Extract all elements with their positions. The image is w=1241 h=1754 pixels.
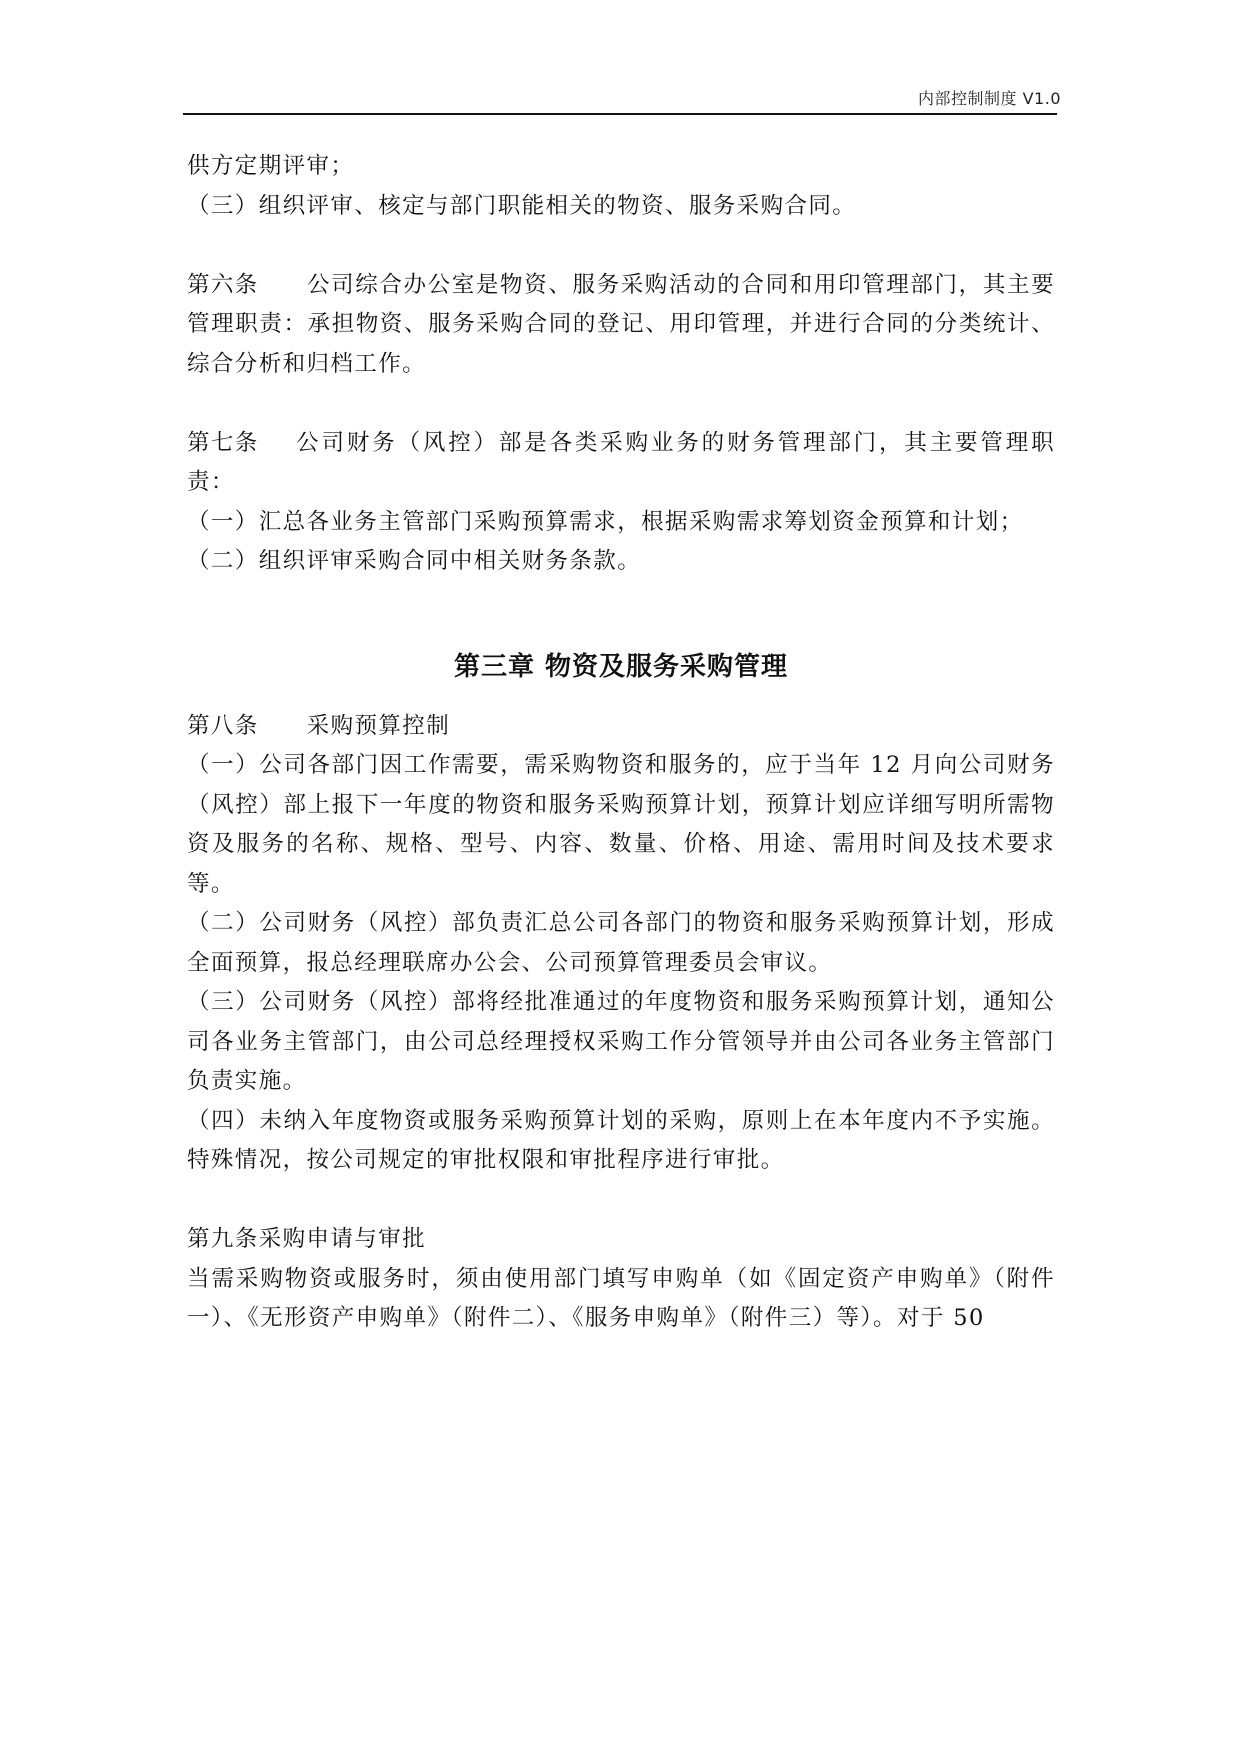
spacer: [187, 1181, 1055, 1221]
article-7-text: 公司财务（风控）部是各类采购业务的财务管理部门，其主要管理职责：: [187, 429, 1055, 495]
article-7-item-1: （一）汇总各业务主管部门采购预算需求，根据采购需求筹划资金预算和计划；: [187, 508, 1024, 535]
chapter-3-title: 第三章 物资及服务采购管理: [453, 651, 789, 682]
article-8-text: 采购预算控制: [306, 712, 451, 739]
article-8-item-2: （二）公司财务（风控）部负责汇总公司各部门的物资和服务采购预算计划，形成全面预算，报总经理联席办公会、公司预算管理委员会审议。: [187, 910, 1055, 976]
article-8-item-1: （一）公司各部门因工作需要，需采购物资和服务的，应于当年 12 月向公司财务（风控）部上报下一年度的物资和服务采购预算计划，预算计划应详细写明所需物资及服务的名称、规格、型号、内容、数量、价格、用途、需用时间及技术要求等。: [187, 752, 1055, 897]
paragraph-item-three: （三）组织评审、核定与部门职能相关的物资、服务采购合同。: [187, 192, 857, 219]
article-8: [187, 707, 1055, 747]
article-7-label: 第七条: [187, 429, 259, 456]
header-divider: [183, 113, 1057, 115]
article-8-label: 第八条: [187, 712, 259, 739]
article-8-item-4: （四）未纳入年度物资或服务采购预算计划的采购，原则上在本年度内不予实施。特殊情况，按公司规定的审批权限和审批程序进行审批。: [187, 1107, 1055, 1173]
spacer: [187, 384, 1055, 424]
article-6: [187, 266, 1055, 385]
article-6-label: 第六条: [187, 271, 259, 298]
article-7-item-2: （二）组织评审采购合同中相关财务条款。: [187, 548, 642, 574]
document-body: [187, 147, 1055, 1339]
article-7: [187, 424, 1055, 503]
article-8-item-3: （三）公司财务（风控）部将经批准通过的年度物资和服务采购预算计划，通知公司各业务主管部门，由公司总经理授权采购工作分管领导并由公司各业务主管部门负责实施。: [187, 989, 1055, 1094]
spacer: [187, 226, 1055, 266]
document-version-label: 内部控制制度 V1.0: [918, 89, 1061, 108]
article-9-text: 当需采购物资或服务时，须由使用部门填写申购单（如《固定资产申购单》（附件一）、《无形资产申购单》（附件二）、《服务申购单》（附件三）等）。对于 50: [187, 1265, 1055, 1331]
article-6-text: 公司综合办公室是物资、服务采购活动的合同和用印管理部门，其主要管理职责：承担物资、服务采购合同的登记、用印管理，并进行合同的分类统计、综合分析和归档工作。: [187, 271, 1055, 377]
paragraph-supplier-review: 供方定期评审；: [187, 153, 355, 179]
article-9-heading: 第九条采购申请与审批: [187, 1226, 427, 1252]
spacer: [187, 582, 1055, 647]
